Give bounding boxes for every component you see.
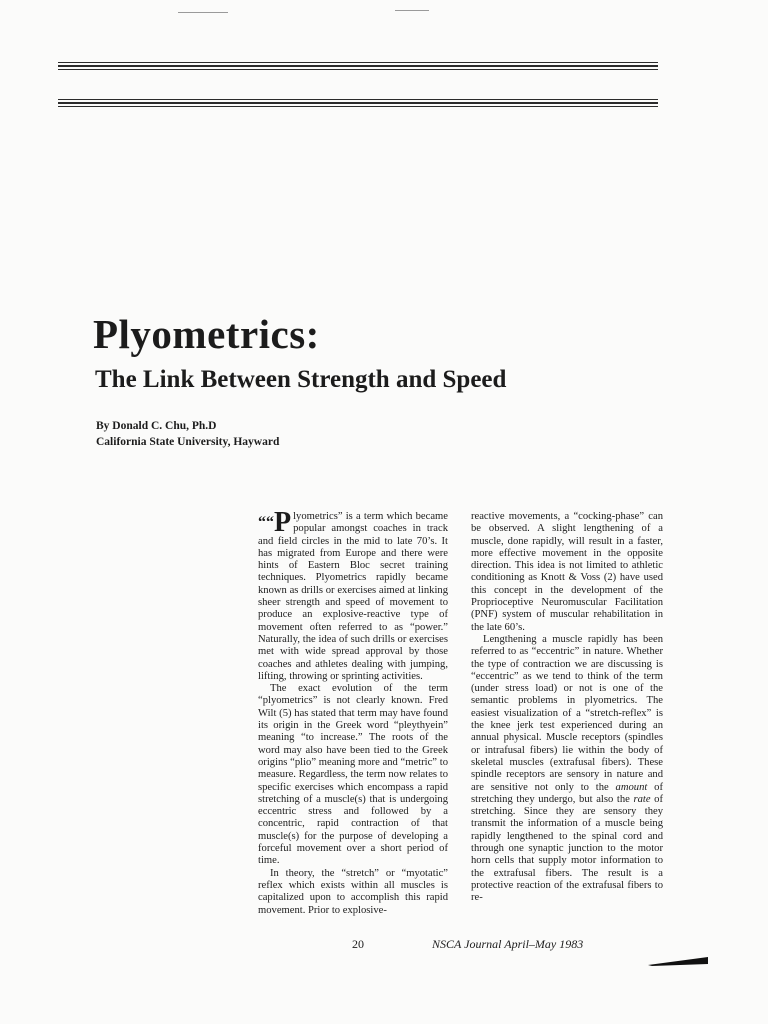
- emphasis-rate: rate: [633, 793, 651, 805]
- dropcap-quotes: ““: [258, 514, 274, 531]
- paragraph-text: of stretching they undergo, but also the: [471, 781, 663, 805]
- article-subtitle: The Link Between Strength and Speed: [95, 366, 507, 393]
- paragraph: [258, 507, 448, 683]
- right-column: [471, 511, 663, 905]
- scan-mark: [395, 10, 429, 11]
- byline: [96, 418, 279, 450]
- left-column: [258, 507, 448, 917]
- affiliation: California State University, Hayward: [96, 436, 280, 448]
- author: By Donald C. Chu, Ph.D: [96, 420, 217, 432]
- paragraph-text: Lengthening a muscle rapidly has been referred to as “eccentric” in nature. Whether the type of contraction we are discussing is “eccentric” as we tend to think of the term (under stress load) or not is one of the semantic problems in plyometrics. The easiest visualization of a “stretch-reflex” is the knee jerk test experienced during an annual physical. Muscle receptors (spindles or intrafusal fibers) lie within the body of skeletal muscles (extrafusal fibers). These spindle receptors are sensory in nature and are sensitive not only to the: [471, 633, 663, 793]
- paragraph: In theory, the “stretch” or “myotatic” reflex which exists within all muscles is capitalized upon to accomplish this rapid movement. Prior to explosive-: [258, 867, 448, 916]
- second-rule: [58, 97, 658, 109]
- dropcap: [258, 507, 292, 538]
- emphasis-amount: amount: [615, 781, 648, 793]
- top-rule: [58, 60, 658, 72]
- paragraph: [471, 634, 663, 905]
- paragraph: The exact evolution of the term “plyometrics” is not clearly known. Fred Wilt (5) has stated that term may have found its origin in the Greek word “pleythyein” meaning “to increase.” The roots of the word may also have been tied to the Greek origins “plio” meaning more and “metric” to measure. Regardless, the term now relates to specific exercises which encompass a rapid stretching of a muscle(s) that is undergoing eccentric stress and followed by a concentric, rapid contraction of that muscle(s) for the purpose of developing a forceful movement over a short period of time.: [258, 683, 448, 867]
- scan-mark: [178, 12, 228, 13]
- paragraph-text: lyometrics” is a term which became popular amongst coaches in track and field circles in the mid to late 70’s. It has migrated from Europe and there were hints of Eastern Bloc secret training techniques. Plyometrics rapidly became known as drills or exercises aimed at linking sheer strength and speed of movement to produce an explosive-reactive type of movement often referred to as “power.” Naturally, the idea of such drills or exercises met with wide spread approval by those coaches and athletes dealing with jumping, lifting, throwing or sprinting activities.: [258, 511, 448, 682]
- corner-scan-mark: [648, 955, 708, 967]
- paragraph-text: of stretching. Since they are sensory they transmit the information of a muscle being rapidly lengthened to the spinal cord and through one synaptic junction to the motor horn cells that supply motor information to the extrafusal fibers. The result is a protective reaction of the extrafusal fibers to re-: [471, 793, 663, 904]
- paragraph: reactive movements, a “cocking-phase” can be observed. A slight lengthening of a muscle, done rapidly, will result in a faster, more effective movement in the opposite direction. This idea is not limited to athletic conditioning as Knott & Voss (2) have used this concept in the development of the Proprioceptive Neuromuscular Facilitation (PNF) system of muscular rehabilitation in the late 60’s.: [471, 511, 663, 633]
- journal-footer: NSCA Journal April–May 1983: [432, 937, 584, 951]
- dropcap-letter: P: [274, 507, 292, 538]
- article-title: Plyometrics:: [93, 311, 320, 357]
- page-number: 20: [352, 937, 364, 951]
